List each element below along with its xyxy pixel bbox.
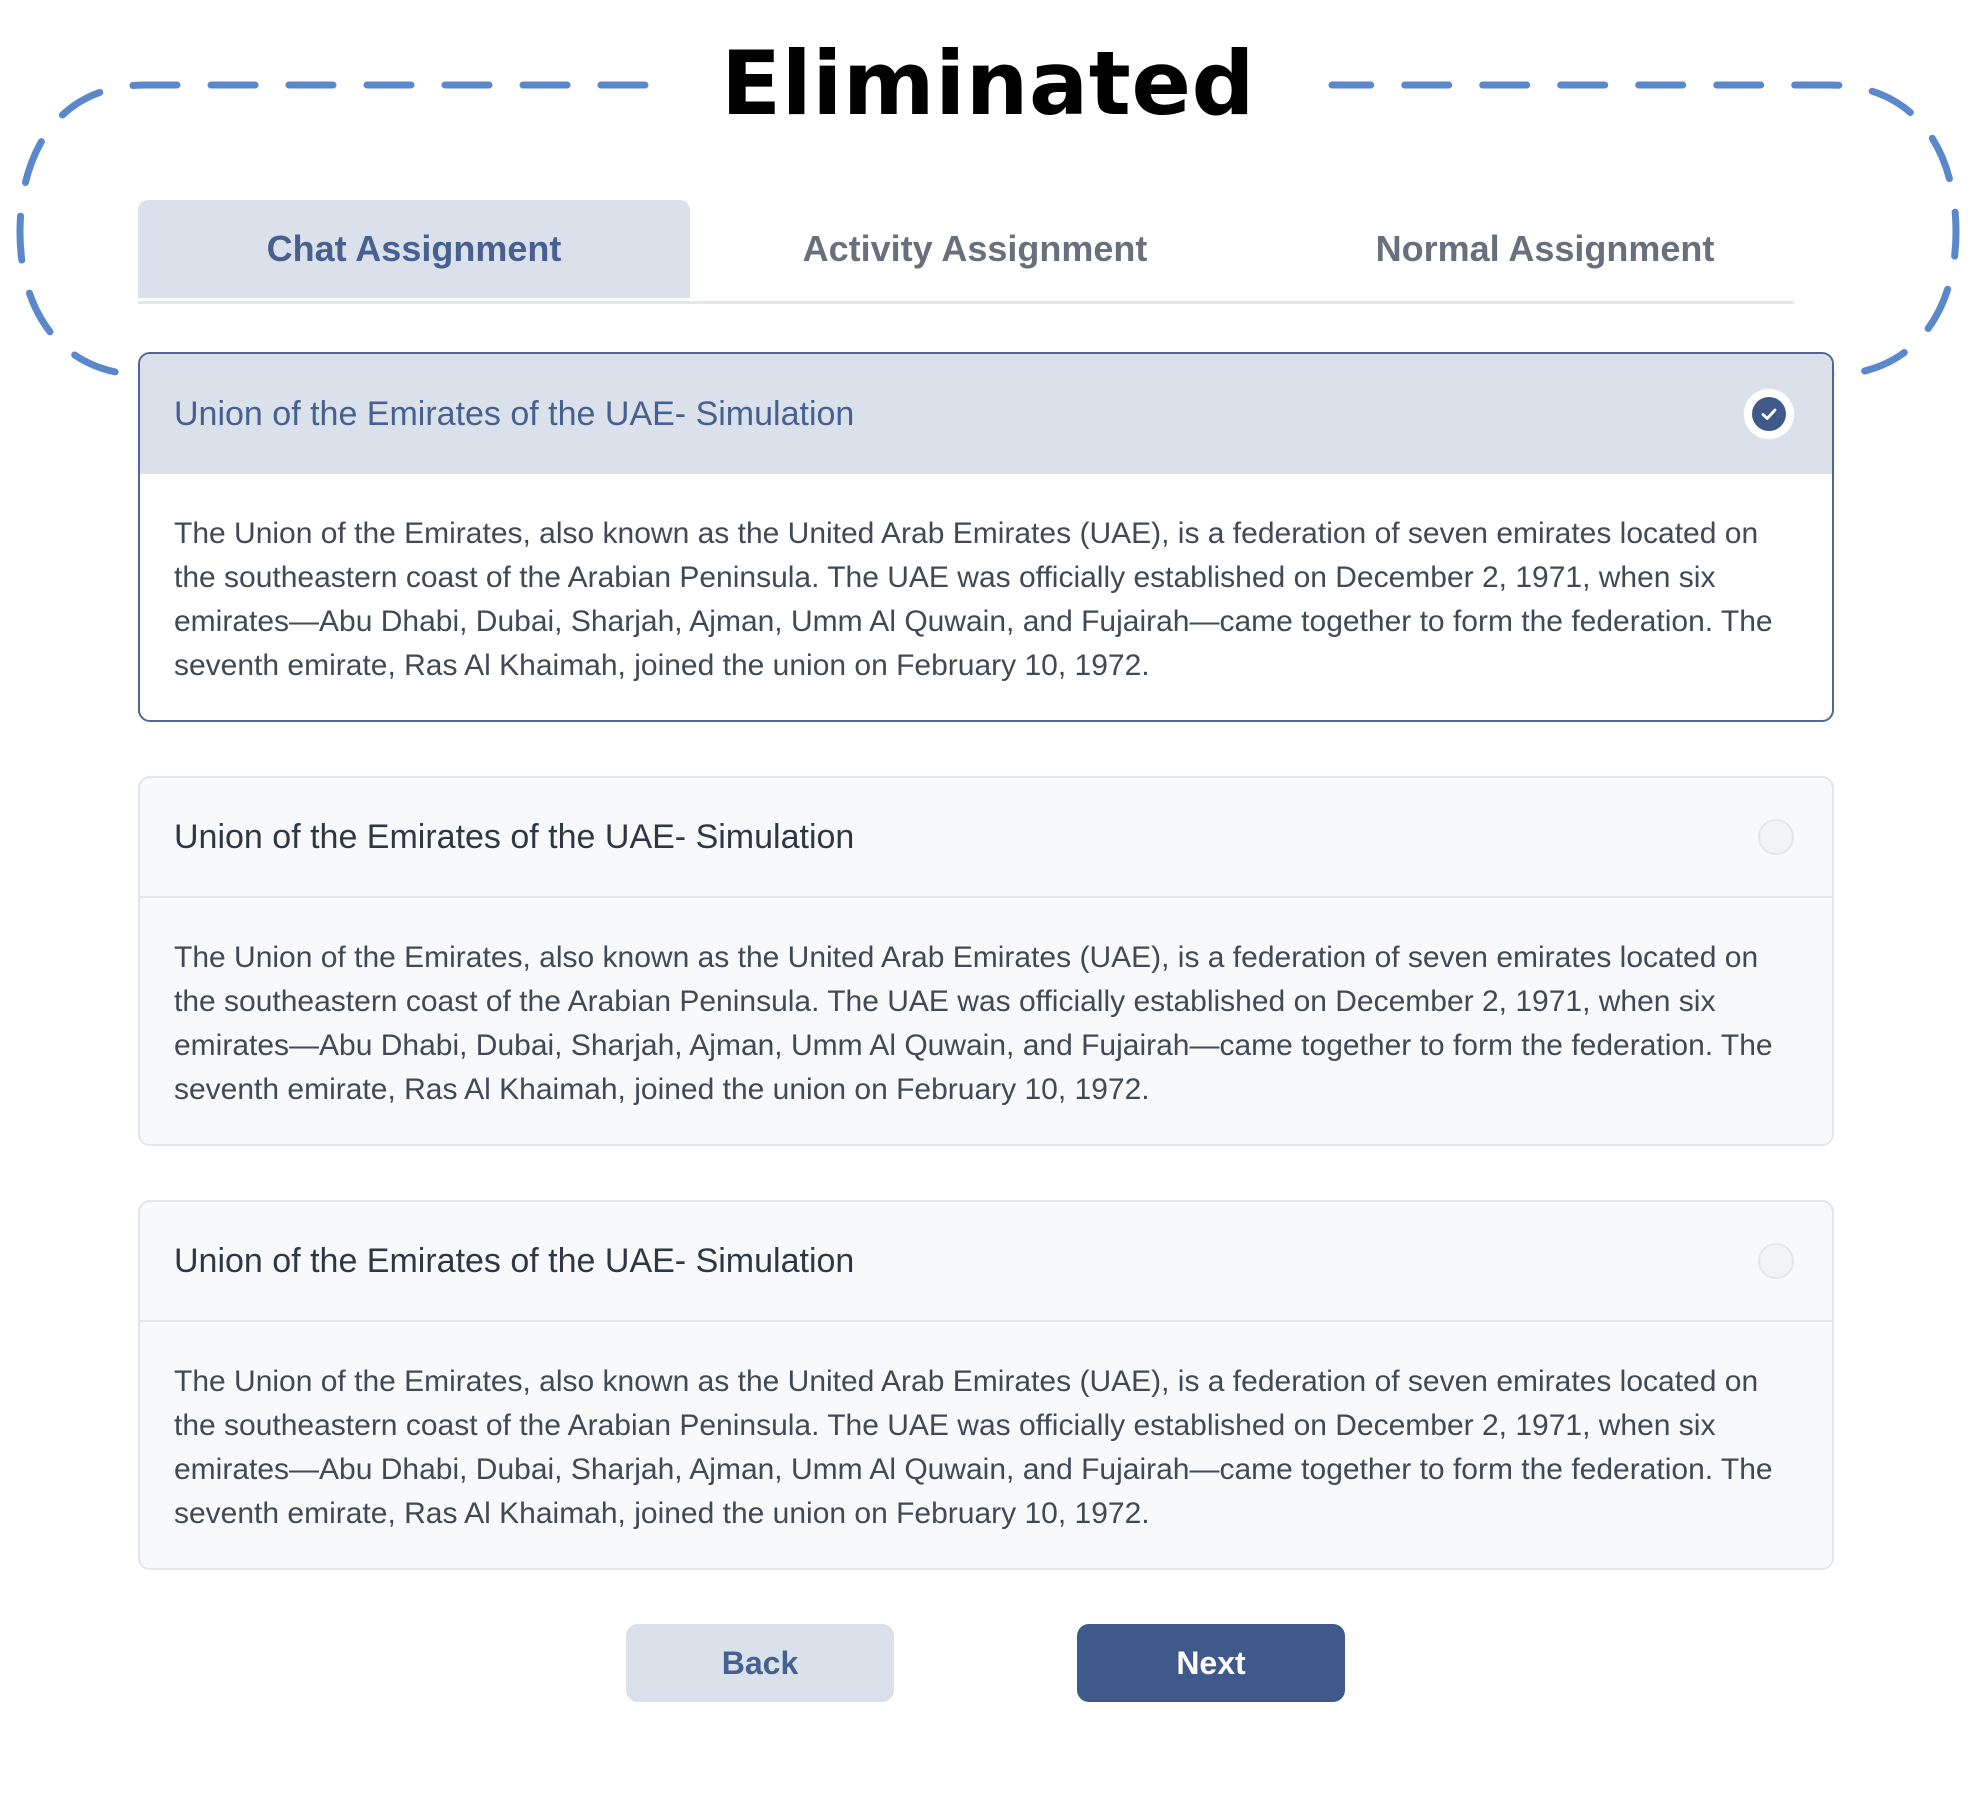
eliminated-label: Eliminated	[720, 32, 1256, 135]
assignment-tabs	[138, 200, 1794, 304]
tab-chat-assignment[interactable]: Chat Assignment	[138, 200, 690, 298]
tab-activity-assignment[interactable]: Activity Assignment	[802, 228, 1148, 269]
option-radio[interactable]	[1758, 819, 1794, 855]
option-card-3[interactable]	[138, 1200, 1834, 1570]
option-card-header	[140, 354, 1832, 474]
option-title: Union of the Emirates of the UAE- Simulation	[174, 394, 855, 433]
back-button[interactable]: Back	[626, 1624, 894, 1702]
tab-normal-assignment[interactable]: Normal Assignment	[1375, 228, 1715, 269]
option-card-2[interactable]	[138, 776, 1834, 1146]
option-description: The Union of the Emirates, also known as the United Arab Emirates (UAE), is a federation of seven emirates located on the southeastern coast of the Arabian Peninsula. The UAE was officially established on December 2, 1971, when six emirates—Abu Dhabi, Dubai, Sharjah, Ajman, Umm Al Quwain, and Fujairah—came together to form the federation. The seventh emirate, Ras Al Khaimah, joined the union on February 10, 1972.	[174, 517, 1773, 682]
option-card-header	[140, 778, 1832, 898]
option-radio[interactable]	[1758, 1243, 1794, 1279]
option-radio-selected[interactable]	[1744, 389, 1794, 439]
option-description: The Union of the Emirates, also known as the United Arab Emirates (UAE), is a federation of seven emirates located on the southeastern coast of the Arabian Peninsula. The UAE was officially established on December 2, 1971, when six emirates—Abu Dhabi, Dubai, Sharjah, Ajman, Umm Al Quwain, and Fujairah—came together to form the federation. The seventh emirate, Ras Al Khaimah, joined the union on February 10, 1972.	[174, 1365, 1773, 1530]
option-description: The Union of the Emirates, also known as the United Arab Emirates (UAE), is a federation of seven emirates located on the southeastern coast of the Arabian Peninsula. The UAE was officially established on December 2, 1971, when six emirates—Abu Dhabi, Dubai, Sharjah, Ajman, Umm Al Quwain, and Fujairah—came together to form the federation. The seventh emirate, Ras Al Khaimah, joined the union on February 10, 1972.	[174, 941, 1773, 1106]
option-card-header	[140, 1202, 1832, 1322]
option-title: Union of the Emirates of the UAE- Simulation	[174, 1241, 855, 1280]
option-title: Union of the Emirates of the UAE- Simulation	[174, 817, 855, 856]
option-card-1[interactable]	[138, 352, 1834, 722]
next-button[interactable]: Next	[1077, 1624, 1345, 1702]
checkmark-icon	[1752, 397, 1786, 431]
